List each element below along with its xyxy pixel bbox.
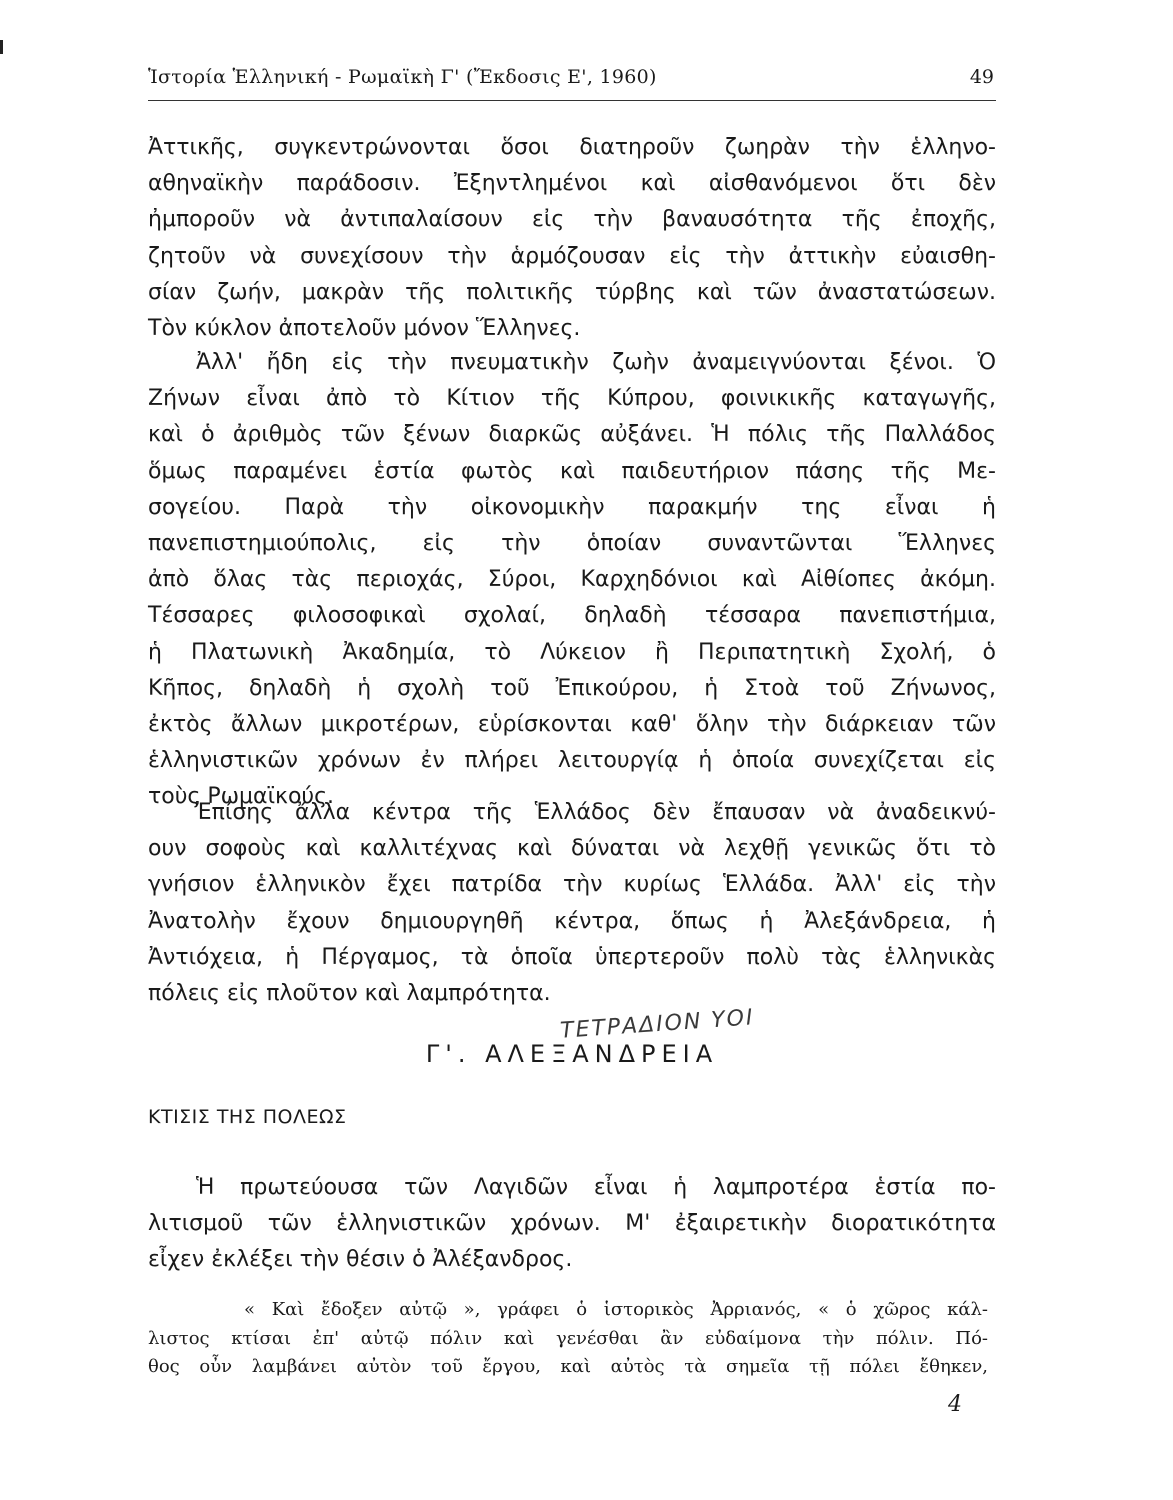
text-line: ἠμποροῦν νὰ ἀντιπαλαίσουν εἰς τὴν βαναυσότητα τῆς ἐποχῆς,	[148, 207, 996, 233]
text-line: πόλεις εἰς πλοῦτον καὶ λαμπρότητα.	[148, 980, 551, 1006]
text-line: Ἡ πρωτεύουσα τῶν Λαγιδῶν εἶναι ἡ λαμπροτέρα ἑστία πο-	[196, 1175, 996, 1200]
page-number: 49	[969, 66, 994, 88]
text-line: ἡ Πλατωνικὴ Ἀκαδημία, τὸ Λύκειον ἢ Περιπατητικὴ Σχολή, ὁ	[148, 639, 996, 665]
quote-block	[148, 1296, 988, 1382]
paragraph-4	[148, 1170, 996, 1279]
text-line: γνήσιον ἑλληνικὸν ἔχει πατρίδα τὴν κυρίως Ἑλλάδα. Ἀλλ' εἰς τὴν	[148, 872, 996, 898]
text-line: Ἀλλ' ἤδη εἰς τὴν πνευματικὴν ζωὴν ἀναμειγνύονται ξένοι. Ὁ	[196, 350, 996, 375]
text-line: σογείου. Παρὰ τὴν οἰκονομικὴν παρακμήν της εἶναι ἡ	[148, 494, 996, 520]
paragraph-3	[148, 795, 996, 1012]
section-heading: Γ'. ΑΛΕΞΑΝΔΡΕΙΑ	[425, 1040, 719, 1068]
page-header	[148, 66, 996, 101]
text-line: ἑλληνιστικῶν χρόνων ἐν πλήρει λειτουργίᾳ ἡ ὁποία συνεχίζεται εἰς	[148, 748, 996, 774]
text-line: ζητοῦν νὰ συνεχίσουν τὴν ἁρμόζουσαν εἰς τὴν ἀττικὴν εὐαισθη-	[148, 243, 996, 269]
paragraph-2	[148, 345, 996, 815]
sheet-number: 4	[948, 1392, 962, 1417]
text-line: αθηναϊκὴν παράδοσιν. Ἐξηντλημένοι καὶ αἰσθανόμενοι ὅτι δὲν	[148, 171, 996, 197]
text-line: ἀπὸ ὅλας τὰς περιοχάς, Σύροι, Καρχηδόνιοι καὶ Αἰθίοπες ἀκόμη.	[148, 567, 996, 593]
text-line: ἐκτὸς ἄλλων μικροτέρων, εὑρίσκονται καθ' ὅλην τὴν διάρκειαν τῶν	[148, 711, 996, 737]
quote-line: « Καὶ ἔδοξεν αὐτῷ », γράφει ὁ ἱστορικὸς Ἀρριανός, « ὁ χῶρος κάλ-	[244, 1299, 988, 1320]
text-line: Ἀντιόχεια, ἡ Πέργαμος, τὰ ὁποῖα ὑπερτεροῦν πολὺ τὰς ἑλληνικὰς	[148, 944, 996, 970]
header-title: Ἱστορία Ἑλληνική - Ρωμαϊκὴ Γ' (Ἔκδοσις Ε', 1960)	[148, 66, 657, 88]
text-line: Τέσσαρες φιλοσοφικαὶ σχολαί, δηλαδὴ τέσσαρα πανεπιστήμια,	[148, 603, 996, 629]
text-line: Κῆπος, δηλαδὴ ἡ σχολὴ τοῦ Ἐπικούρου, ἡ Στοὰ τοῦ Ζήνωνος,	[148, 675, 996, 701]
subheading: ΚΤΙΣΙΣ ΤΗΣ ΠΟΛΕΩΣ	[148, 1106, 347, 1128]
text-line: καὶ ὁ ἀριθμὸς τῶν ξένων διαρκῶς αὐξάνει. Ἡ πόλις τῆς Παλλάδος	[148, 422, 996, 448]
text-line: σίαν ζωήν, μακρὰν τῆς πολιτικῆς τύρβης καὶ τῶν ἀναστατώσεων.	[148, 279, 996, 305]
quote-line: λιστος κτίσαι ἐπ' αὐτῷ πόλιν καὶ γενέσθαι ἂν εὐδαίμονα τὴν πόλιν. Πό-	[148, 1327, 988, 1349]
text-line: πανεπιστημιούπολις, εἰς τὴν ὁποίαν συναντῶνται Ἕλληνες	[148, 530, 996, 556]
text-line: τοὺς Ρωμαϊκούς.	[148, 784, 335, 810]
text-line: Ἀνατολὴν ἔχουν δημιουργηθῆ κέντρα, ὅπως ἡ Ἀλεξάνδρεια, ἡ	[148, 908, 996, 934]
text-line: ουν σοφοὺς καὶ καλλιτέχνας καὶ δύναται νὰ λεχθῇ γενικῶς ὅτι τὸ	[148, 836, 996, 862]
quote-line: θος οὖν λαμβάνει αὐτὸν τοῦ ἔργου, καὶ αὐτὸς τὰ σημεῖα τῇ πόλει ἔθηκεν,	[148, 1356, 988, 1377]
text-line: λιτισμοῦ τῶν ἑλληνιστικῶν χρόνων. Μ' ἐξαιρετικὴν διορατικότητα	[148, 1211, 996, 1237]
text-line: Ζήνων εἶναι ἀπὸ τὸ Κίτιον τῆς Κύπρου, φοινικικῆς καταγωγῆς,	[148, 386, 996, 412]
paragraph-1	[148, 130, 996, 347]
text-line: Τὸν κύκλον ἀποτελοῦν μόνον Ἕλληνες.	[148, 315, 581, 341]
text-line: ὅμως παραμένει ἑστία φωτὸς καὶ παιδευτήριον πάσης τῆς Με-	[148, 458, 996, 484]
margin-mark	[0, 40, 3, 54]
text-line: Ἀττικῆς, συγκεντρώνονται ὅσοι διατηροῦν ζωηρὰν τὴν ἑλληνο-	[148, 135, 996, 160]
text-line: εἶχεν ἐκλέξει τὴν θέσιν ὁ Ἀλέξανδρος.	[148, 1247, 573, 1273]
text-line: Ἐπίσης ἄλλα κέντρα τῆς Ἑλλάδος δὲν ἔπαυσαν νὰ ἀναδεικνύ-	[196, 800, 996, 825]
handwritten-note: ΤΕΤΡΑΔΙΟΝ ΥΟΙ	[559, 1005, 756, 1044]
